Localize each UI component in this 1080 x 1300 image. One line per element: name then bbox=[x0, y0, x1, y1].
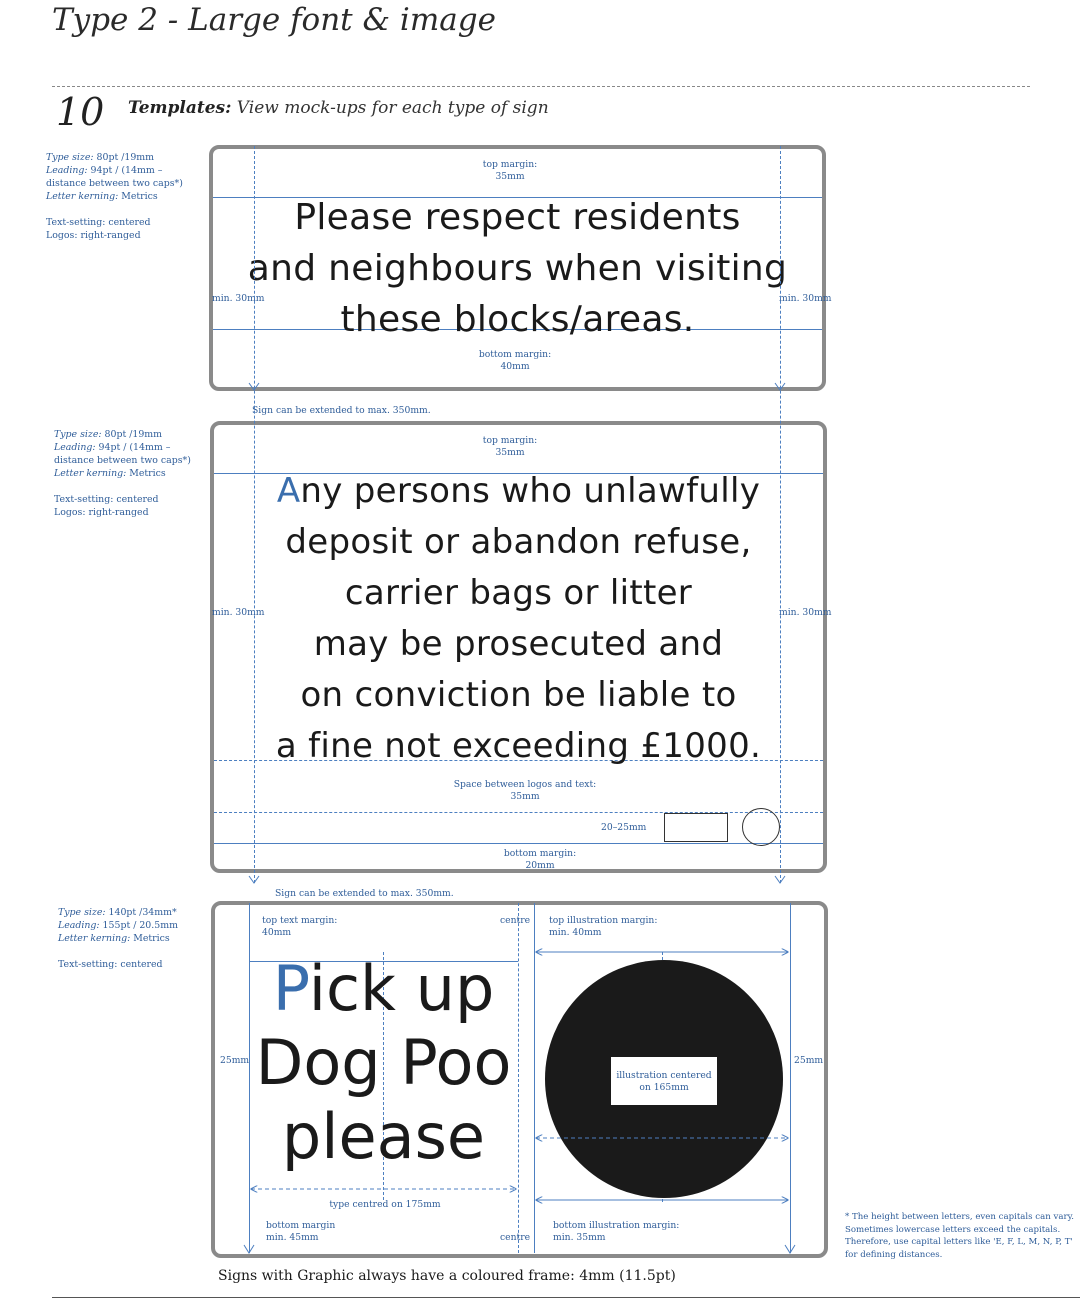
extend-note: Sign can be extended to max. 350mm. bbox=[275, 888, 454, 899]
kerning-label: Letter kerning: bbox=[46, 191, 119, 202]
accent-initial: P bbox=[272, 952, 309, 1025]
note-label: bottom margin bbox=[266, 1220, 336, 1231]
text-setting: Text-setting: centered bbox=[54, 494, 159, 505]
leading-note: distance between two caps*) bbox=[54, 455, 191, 466]
sign-line: a fine not exceeding £1000. bbox=[275, 726, 762, 766]
logos-setting: Logos: right-ranged bbox=[46, 230, 141, 241]
down-arrow-icon bbox=[244, 1245, 254, 1253]
line-rest: ick up bbox=[308, 952, 495, 1025]
note-label: bottom margin: bbox=[503, 848, 577, 859]
footnote-line: * The height between letters, even capitals can vary. bbox=[845, 1212, 1075, 1222]
kerning-value: Metrics bbox=[129, 468, 166, 479]
type-size-label: Type size: bbox=[46, 152, 94, 163]
leading-value: 94pt / (14mm – bbox=[98, 442, 171, 453]
kerning-value: Metrics bbox=[121, 191, 158, 202]
sign-line: please bbox=[281, 1100, 486, 1173]
footnote bbox=[845, 1211, 1074, 1261]
extend-note: Sign can be extended to max. 350mm. bbox=[252, 405, 431, 416]
note-label: top text margin: bbox=[262, 915, 338, 926]
sign-line: these blocks/areas. bbox=[340, 299, 695, 340]
note-value: 20mm bbox=[525, 860, 555, 871]
side-margin-right: min. 30mm bbox=[779, 293, 832, 304]
leading-label: Leading: bbox=[46, 165, 88, 176]
side-margin-right: min. 30mm bbox=[779, 607, 832, 618]
note-value: 35mm bbox=[495, 171, 525, 182]
note-label: bottom margin: bbox=[478, 349, 552, 360]
leading-value: 94pt / (14mm – bbox=[90, 165, 163, 176]
centre-top-label: centre bbox=[500, 915, 531, 926]
note-value: min. 35mm bbox=[553, 1232, 606, 1243]
down-arrow-icon bbox=[775, 876, 785, 883]
down-arrow-icon bbox=[775, 383, 785, 390]
note-value: 35mm bbox=[510, 791, 540, 802]
text-setting: Text-setting: centered bbox=[46, 217, 151, 228]
text-setting: Text-setting: centered bbox=[58, 959, 163, 970]
kerning-label: Letter kerning: bbox=[58, 933, 131, 944]
line-rest: ny persons who unlawfully bbox=[300, 471, 761, 511]
centre-bottom-label: centre bbox=[500, 1232, 531, 1243]
note-label: top illustration margin: bbox=[549, 915, 658, 926]
note-value: 40mm bbox=[500, 361, 530, 372]
sign-line: deposit or abandon refuse, bbox=[285, 522, 752, 562]
down-arrow-icon bbox=[249, 383, 259, 390]
section-label: Templates: bbox=[128, 98, 232, 118]
kerning-value: Metrics bbox=[133, 933, 170, 944]
type-size-label: Type size: bbox=[58, 907, 106, 918]
note-label: top margin: bbox=[482, 159, 538, 170]
type-size-value: 80pt /19mm bbox=[96, 152, 155, 163]
section-number: 10 bbox=[56, 90, 105, 134]
note-value: 40mm bbox=[262, 927, 292, 938]
note-value: 35mm bbox=[495, 447, 525, 458]
type-size-label: Type size: bbox=[54, 429, 102, 440]
footnote-line: Sometimes lowercase letters exceed the capitals. bbox=[845, 1224, 1061, 1235]
sign-line: carrier bags or litter bbox=[344, 573, 693, 613]
down-arrow-icon bbox=[249, 876, 259, 883]
note-label: illustration centered bbox=[616, 1070, 712, 1081]
footnote-line: for defining distances. bbox=[845, 1249, 943, 1260]
side-margin-right: 25mm bbox=[794, 1055, 824, 1066]
logos-setting: Logos: right-ranged bbox=[54, 507, 149, 518]
bottom-divider bbox=[52, 1297, 1080, 1298]
note-value: on 165mm bbox=[639, 1082, 689, 1093]
sign-line: and neighbours when visiting bbox=[247, 248, 788, 289]
note-label: bottom illustration margin: bbox=[553, 1220, 680, 1231]
footnote-line: Therefore, use capital letters like 'E, F, L, M, N, P, T' bbox=[845, 1237, 1073, 1247]
type-centred-note: type centred on 175mm bbox=[329, 1199, 441, 1210]
document-title: Type 2 - Large font & image bbox=[52, 2, 496, 38]
sign-line: on conviction be liable to bbox=[300, 675, 737, 715]
leading-label: Leading: bbox=[54, 442, 96, 453]
side-margin-left: 25mm bbox=[220, 1055, 250, 1066]
frame-caption: Signs with Graphic always have a coloured frame: 4mm (11.5pt) bbox=[218, 1268, 676, 1284]
note-label: Space between logos and text: bbox=[453, 779, 597, 790]
note-value: min. 40mm bbox=[549, 927, 602, 938]
type-size-value: 140pt /34mm* bbox=[108, 907, 177, 918]
accent-initial: A bbox=[276, 471, 301, 511]
down-arrow-icon bbox=[785, 1245, 795, 1253]
section-subtitle: View mock-ups for each type of sign bbox=[236, 98, 549, 118]
sign-line: Please respect residents bbox=[294, 197, 741, 238]
side-margin-left: min. 30mm bbox=[212, 607, 265, 618]
note-label: top margin: bbox=[482, 435, 538, 446]
note-value: min. 45mm bbox=[266, 1232, 319, 1243]
type-size-value: 80pt /19mm bbox=[104, 429, 163, 440]
side-margin-left: min. 30mm bbox=[212, 293, 265, 304]
leading-note: distance between two caps*) bbox=[46, 178, 183, 189]
sign-line: may be prosecuted and bbox=[313, 624, 724, 664]
sign-line: Dog Poo bbox=[255, 1026, 512, 1099]
logo-size-note: 20–25mm bbox=[601, 822, 647, 833]
leading-label: Leading: bbox=[58, 920, 100, 931]
kerning-label: Letter kerning: bbox=[54, 468, 127, 479]
leading-value: 155pt / 20.5mm bbox=[102, 920, 178, 931]
